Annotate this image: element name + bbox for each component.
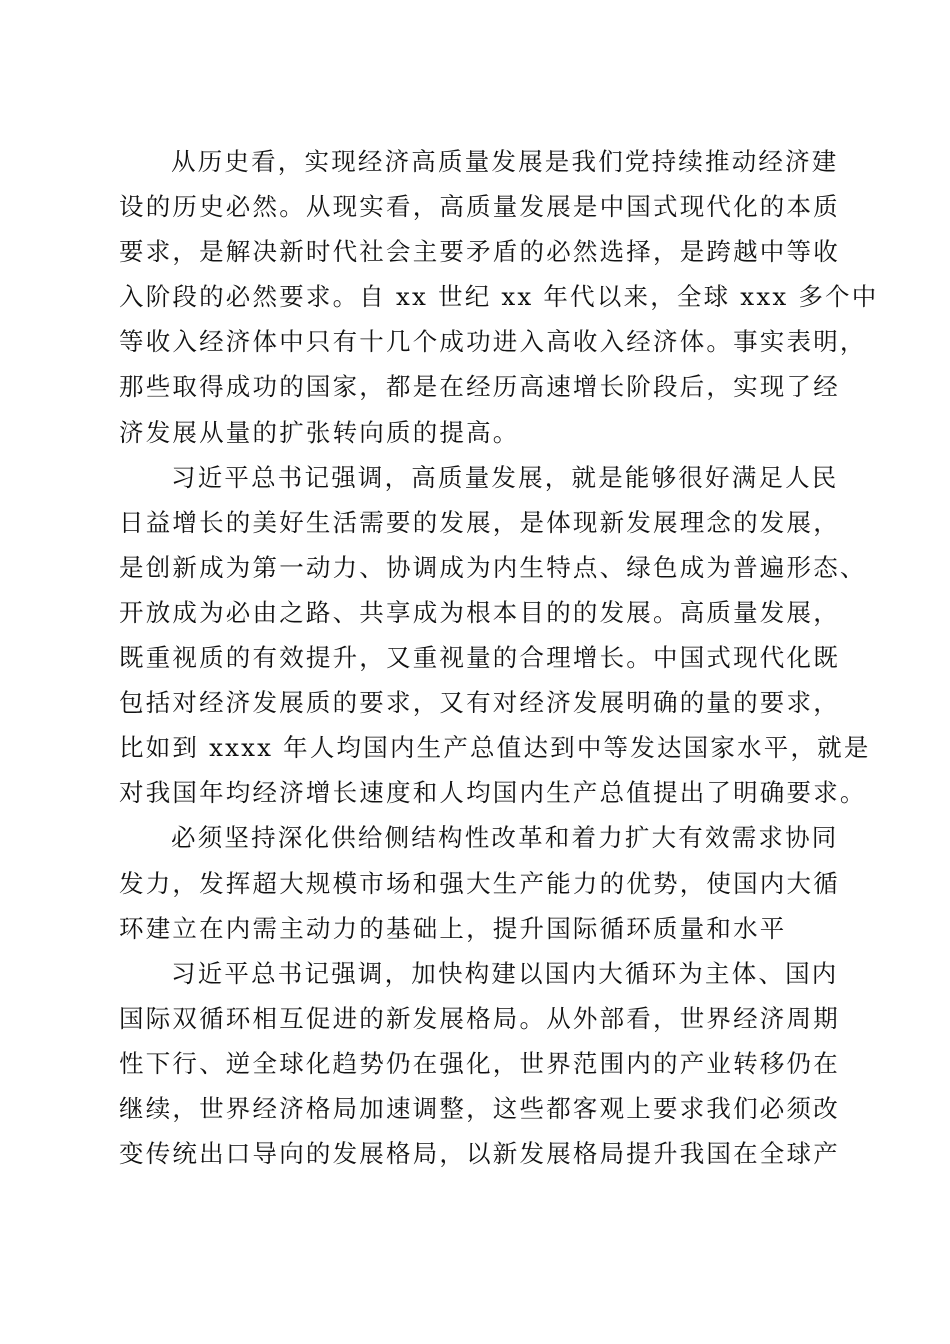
text-line: 发力，发挥超大规模市场和强大生产能力的优势，使国内大循: [119, 868, 840, 898]
text-line: 设的历史必然。从现实看，高质量发展是中国式现代化的本质: [119, 192, 840, 222]
text-line: 继续，世界经济格局加速调整，这些都客观上要求我们必须改: [119, 1093, 840, 1123]
text-line: 那些取得成功的国家，都是在经历高速增长阶段后，实现了经: [119, 372, 840, 402]
document-body: [119, 139, 879, 1176]
text-line: 日益增长的美好生活需要的发展，是体现新发展理念的发展，: [119, 507, 840, 537]
text-line: 既重视质的有效提升，又重视量的合理增长。中国式现代化既: [119, 643, 840, 673]
text-line: 国际双循环相互促进的新发展格局。从外部看，世界经济周期: [119, 1003, 840, 1033]
text-line: 济发展从量的扩张转向质的提高。: [119, 417, 520, 447]
text-line: 变传统出口导向的发展格局，以新发展格局提升我国在全球产: [119, 1139, 840, 1169]
text-line: 等收入经济体中只有十几个成功进入高收入经济体。事实表明，: [119, 327, 867, 357]
text-line: 对我国年均经济增长速度和人均国内生产总值提出了明确要求。: [119, 778, 867, 808]
text-line: 习近平总书记强调，高质量发展，就是能够很好满足人民: [171, 462, 839, 492]
text-line: 习近平总书记强调，加快构建以国内大循环为主体、国内: [171, 958, 839, 988]
text-line: 从历史看，实现经济高质量发展是我们党持续推动经济建: [171, 147, 839, 176]
text-line: 性下行、逆全球化趋势仍在强化，世界范围内的产业转移仍在: [119, 1048, 840, 1078]
text-line: 入阶段的必然要求。自 xx 世纪 xx 年代以来，全球 xxx 多个中: [119, 282, 879, 312]
text-line: 包括对经济发展质的要求，又有对经济发展明确的量的要求，: [119, 688, 840, 718]
text-line: 是创新成为第一动力、协调成为内生特点、绿色成为普遍形态、: [119, 552, 867, 582]
text-line: 必须坚持深化供给侧结构性改革和着力扩大有效需求协同: [171, 823, 839, 853]
text-line: 要求，是解决新时代社会主要矛盾的必然选择，是跨越中等收: [119, 237, 840, 267]
text-line: 比如到 xxxx 年人均国内生产总值达到中等发达国家水平，就是: [119, 733, 871, 763]
text-line: 开放成为必由之路、共享成为根本目的的发展。高质量发展，: [119, 597, 840, 627]
text-line: 环建立在内需主动力的基础上，提升国际循环质量和水平: [119, 913, 787, 943]
